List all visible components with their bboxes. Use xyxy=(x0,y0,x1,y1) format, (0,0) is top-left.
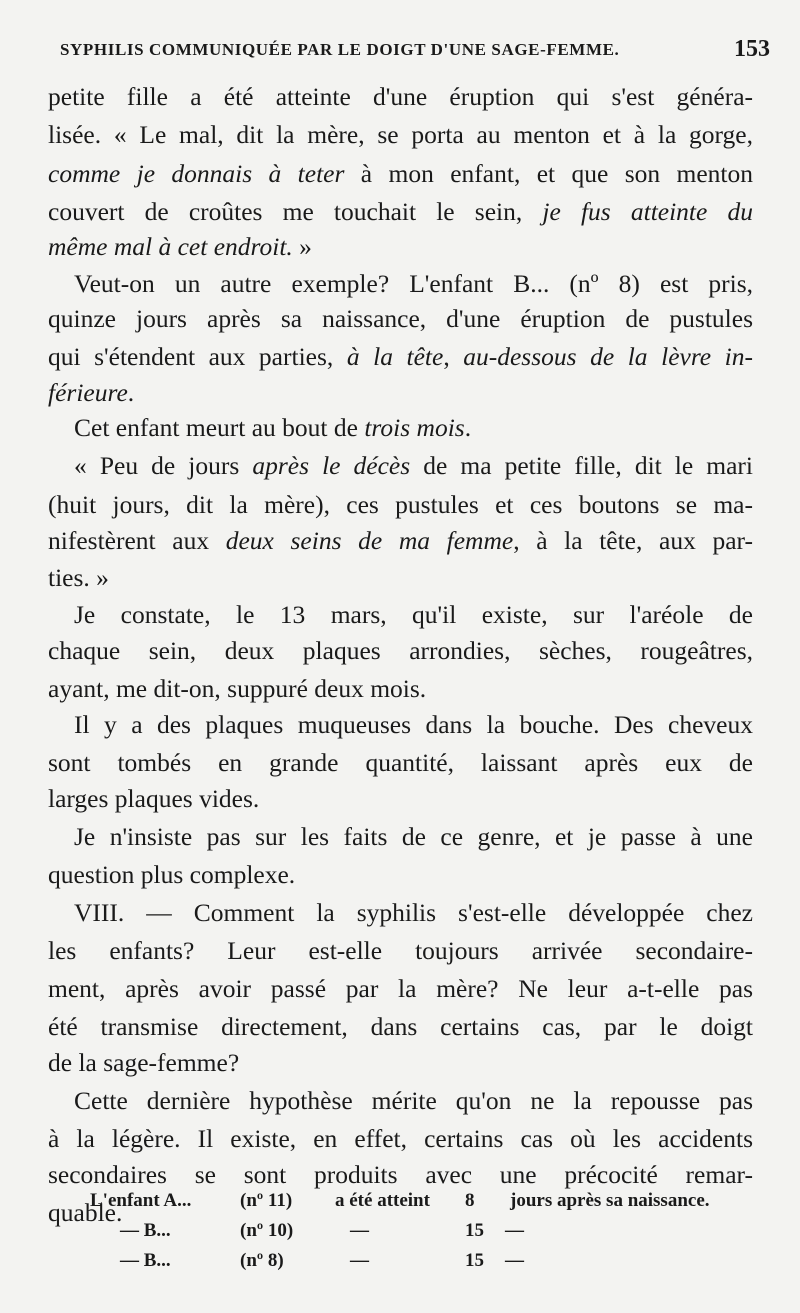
italic-text: trois mois xyxy=(364,413,465,442)
text-line xyxy=(74,596,753,634)
text-run: qui s'étendent aux parties, xyxy=(48,342,347,371)
text-run: Je constate, le 13 mars, qu'il existe, sur l'aréole de xyxy=(74,600,753,629)
italic-text: férieure xyxy=(48,378,128,407)
italic-text: à la tête xyxy=(346,342,444,371)
text-run: (huit jours, dit la mère), ces pustules et ces boutons se ma- xyxy=(48,490,753,519)
text-run: secondaires se sont produits avec une précocité remar- xyxy=(48,1160,753,1189)
text-line xyxy=(74,1082,753,1120)
footnote-cell: — xyxy=(350,1250,369,1271)
text-run: à la légère. Il existe, en effet, certains cas où les accidents xyxy=(48,1124,753,1153)
text-run: quable. xyxy=(48,1198,123,1227)
text-line xyxy=(48,856,753,894)
text-line xyxy=(48,670,753,708)
text-line xyxy=(48,155,753,193)
text-line xyxy=(48,193,753,231)
footnote-cell: — xyxy=(505,1220,524,1241)
text-run: « Peu de jours xyxy=(74,451,253,480)
italic-text: comme je donnais à teter xyxy=(48,159,345,188)
text-run: quinze jours après sa naissance, d'une éruption de pustules xyxy=(48,304,753,333)
text-run: à mon enfant, et que son menton xyxy=(344,159,754,188)
footnote-cell: — B... xyxy=(120,1220,171,1241)
footnote-cell: (nº 10) xyxy=(240,1220,294,1241)
text-run: petite fille a été atteinte d'une éruption qui s'est généra- xyxy=(48,82,753,111)
footnote-cell: 15 xyxy=(465,1250,484,1271)
text-line xyxy=(48,932,753,970)
text-line xyxy=(48,632,753,670)
text-line xyxy=(74,894,753,932)
footnote-cell: — B... xyxy=(120,1250,171,1271)
text-run: les enfants? Leur est-elle toujours arrivée secondaire- xyxy=(48,936,753,965)
footnote-cell: — xyxy=(505,1250,524,1271)
footnote-cell: a été atteint xyxy=(335,1190,430,1211)
text-line xyxy=(48,744,753,782)
italic-text: même mal à cet endroit. xyxy=(48,232,293,261)
text-run: , xyxy=(443,342,464,371)
text-line xyxy=(74,447,753,485)
text-run: ayant, me dit-on, suppuré deux mois. xyxy=(48,674,427,703)
footnote-cell: (nº 11) xyxy=(240,1190,293,1211)
text-run: couvert de croûtes me touchait le sein, xyxy=(48,197,543,226)
text-line xyxy=(48,1008,753,1046)
text-line xyxy=(74,409,753,447)
text-run: , à la tête, aux par- xyxy=(513,526,754,555)
running-head-title: SYPHILIS COMMUNIQUÉE PAR LE DOIGT D'UNE SAGE-FEMME. xyxy=(60,40,620,59)
footnote-cell: L'enfant A... xyxy=(90,1190,192,1211)
text-line xyxy=(48,780,753,818)
text-run: Veut-on un autre exemple? L'enfant B... (nº 8) est pris, xyxy=(74,269,753,298)
text-run: lisée. « Le mal, dit la mère, se porta au menton et à la gorge, xyxy=(48,120,753,149)
text-line xyxy=(74,265,753,303)
text-run: larges plaques vides. xyxy=(48,784,260,813)
text-line xyxy=(48,300,753,338)
footnote-cell: (nº 8) xyxy=(240,1250,284,1271)
text-run: VIII. — Comment la syphilis s'est-elle développée chez xyxy=(74,898,753,927)
text-line xyxy=(48,338,753,376)
text-line xyxy=(48,970,753,1008)
text-run: » xyxy=(292,232,312,261)
text-line xyxy=(48,228,753,266)
text-line xyxy=(48,522,753,560)
text-run: chaque sein, deux plaques arrondies, sèches, rougeâtres, xyxy=(48,636,753,665)
text-line xyxy=(48,78,753,116)
text-run: Cet enfant meurt au bout de xyxy=(74,413,365,442)
text-run: ties. » xyxy=(48,563,109,592)
text-line xyxy=(48,116,753,154)
italic-text: deux seins de ma femme xyxy=(225,526,514,555)
text-run: été transmise directement, dans certains cas, par le doigt xyxy=(48,1012,753,1041)
page-number: 153 xyxy=(734,36,770,62)
running-head xyxy=(60,36,770,70)
text-line xyxy=(74,818,753,856)
text-line xyxy=(48,559,753,597)
text-line xyxy=(48,374,753,412)
text-run: Cette dernière hypothèse mérite qu'on ne la repousse pas xyxy=(74,1086,753,1115)
text-run: . xyxy=(464,413,472,442)
footnote-cell: jours après sa naissance. xyxy=(510,1190,710,1211)
text-line xyxy=(48,1120,753,1158)
text-run: question plus complexe. xyxy=(48,860,296,889)
italic-text: au-dessous de la lèvre in- xyxy=(463,342,753,371)
text-line xyxy=(48,1044,753,1082)
footnote-cell: 8 xyxy=(465,1190,475,1211)
text-line xyxy=(74,706,753,744)
footnote-cell: 15 xyxy=(465,1220,484,1241)
text-run: sont tombés en grande quantité, laissant après eux de xyxy=(48,748,753,777)
text-run: . xyxy=(127,378,135,407)
text-line xyxy=(48,486,753,524)
text-run: Il y a des plaques muqueuses dans la bouche. Des cheveux xyxy=(74,710,753,739)
text-run: nifestèrent aux xyxy=(48,526,226,555)
italic-text: après le décès xyxy=(252,451,411,480)
text-run: ment, après avoir passé par la mère? Ne leur a-t-elle pas xyxy=(48,974,753,1003)
text-run: de ma petite fille, dit le mari xyxy=(410,451,754,480)
italic-text: je fus atteinte du xyxy=(542,197,753,226)
text-run: Je n'insiste pas sur les faits de ce genre, et je passe à une xyxy=(74,822,753,851)
text-run: de la sage-femme? xyxy=(48,1048,240,1077)
footnote-cell: — xyxy=(350,1220,369,1241)
